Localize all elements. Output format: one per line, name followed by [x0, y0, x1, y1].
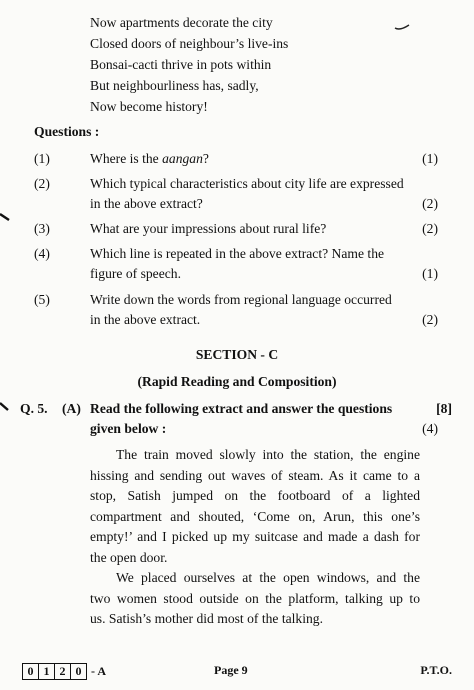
question-number: (1) [34, 151, 50, 166]
poem-line: Closed doors of neighbour’s live-ins [90, 36, 289, 51]
question-marks: (2) [422, 312, 438, 327]
question-text: in the above extract. [90, 312, 201, 327]
paragraph-line: empty!’ and I picked up my suitcase and made a dash for [90, 529, 420, 544]
paragraph-line: We placed ourselves at the open windows, and the [116, 570, 420, 585]
code-digit-box: 2 [54, 663, 71, 680]
extract-paragraph [90, 568, 420, 630]
question-text: in the above extract? [90, 196, 203, 211]
question-text: Which line is repeated in the above extract? Name the [90, 246, 385, 261]
poem-line: Now apartments decorate the city [90, 15, 273, 30]
edge-mark-icon [0, 212, 10, 222]
q5-part: (A) [62, 401, 81, 416]
code-digit-box: 1 [38, 663, 55, 680]
tick-mark-icon [394, 24, 410, 32]
code-digit-box: 0 [22, 663, 39, 680]
section-title: SECTION - C [195, 347, 279, 362]
question-text: Write down the words from regional language occurred [90, 292, 392, 307]
paper-code [22, 663, 106, 680]
paragraph-line: the open door. [90, 549, 168, 565]
aangan-italic: aangan [162, 151, 203, 166]
code-suffix: - A [91, 664, 106, 678]
section-subtitle: (Rapid Reading and Composition) [137, 374, 337, 389]
question-text: Where is the aangan? [90, 151, 209, 166]
question-number: (5) [34, 292, 50, 307]
paragraph-line: two women stood outside on the platform, talking up to [90, 590, 420, 606]
question-marks: (2) [422, 221, 438, 236]
code-digit-box: 0 [70, 663, 87, 680]
poem-line: But neighbourliness has, sadly, [90, 78, 259, 93]
q5-instruction: given below : [90, 421, 167, 436]
paragraph-line: stop, Satish jumped on the footboard of a lighted [90, 488, 420, 503]
q5-total-marks: [8] [436, 401, 452, 416]
question-marks: (1) [422, 266, 438, 281]
question-text: figure of speech. [90, 266, 181, 281]
edge-mark-icon [0, 402, 10, 412]
question-text: What are your impressions about rural life? [90, 221, 327, 236]
question-number: (3) [34, 221, 50, 236]
paragraph-line: us. Satish’s mother did most of the talking. [90, 611, 323, 626]
q5-instruction: Read the following extract and answer the questions [90, 401, 393, 416]
q5-number: Q. 5. [20, 401, 48, 416]
question-number: (4) [34, 246, 50, 261]
extract-paragraph [90, 445, 420, 568]
paragraph-line: hissing and sending out waves of steam. As it came to a [90, 467, 420, 483]
poem-line: Now become history! [90, 99, 208, 114]
page-number: Page 9 [214, 663, 248, 677]
question-text: Which typical characteristics about city life are expressed [90, 176, 404, 191]
paragraph-line: compartment and shouted, ‘Come on, Arun, this one’s [90, 508, 420, 524]
poem-line: Bonsai-cacti thrive in pots within [90, 57, 272, 72]
paragraph-line: The train moved slowly into the station, the engine [116, 447, 420, 462]
question-marks: (1) [422, 151, 438, 166]
question-marks: (2) [422, 196, 438, 211]
pto-label: P.T.O. [420, 663, 452, 677]
questions-heading: Questions : [34, 124, 100, 139]
question-number: (2) [34, 176, 50, 191]
q5-part-marks: (4) [422, 421, 438, 436]
